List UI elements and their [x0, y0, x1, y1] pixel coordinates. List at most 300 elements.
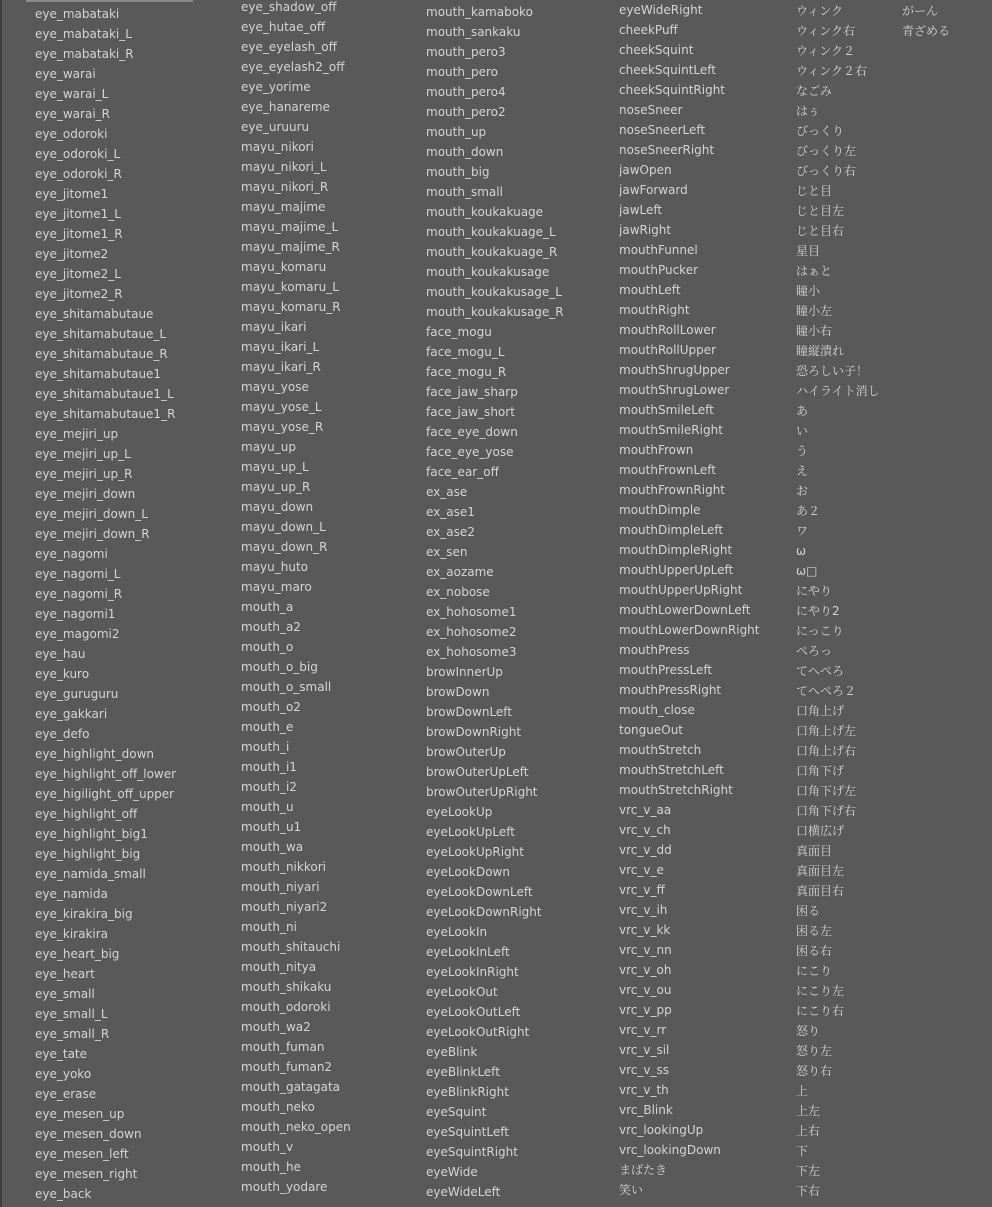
- blendshape-item[interactable]: eyeLookDownLeft: [426, 885, 533, 899]
- blendshape-item[interactable]: mouth_i2: [241, 780, 297, 794]
- blendshape-item[interactable]: 上右: [796, 1124, 821, 1138]
- blendshape-item[interactable]: eye_shitamabutaue_R: [35, 347, 168, 361]
- blendshape-item[interactable]: eye_jitome2_R: [35, 287, 123, 301]
- blendshape-item[interactable]: mouthPressRight: [619, 683, 722, 697]
- blendshape-item[interactable]: eye_highlight_big1: [35, 827, 148, 841]
- blendshape-item[interactable]: mouth_shitauchi: [241, 940, 341, 954]
- blendshape-item[interactable]: eye_yoko: [35, 1067, 92, 1081]
- blendshape-item[interactable]: ウィンク２右: [796, 64, 868, 78]
- blendshape-item[interactable]: い: [796, 424, 809, 438]
- blendshape-item[interactable]: eye_kirakira: [35, 927, 109, 941]
- blendshape-item[interactable]: cheekSquintRight: [619, 83, 726, 97]
- blendshape-item[interactable]: mouthFunnel: [619, 243, 698, 257]
- blendshape-item[interactable]: eyeSquintRight: [426, 1145, 518, 1159]
- blendshape-item[interactable]: eye_mabataki_L: [35, 27, 132, 41]
- blendshape-item[interactable]: eyeLookUpRight: [426, 845, 524, 859]
- blendshape-item[interactable]: 困る左: [796, 924, 833, 938]
- blendshape-item[interactable]: mouth_pero3: [426, 45, 506, 59]
- blendshape-item[interactable]: mouth_kamaboko: [426, 5, 533, 19]
- blendshape-item[interactable]: eyeBlink: [426, 1045, 478, 1059]
- blendshape-item[interactable]: cheekSquint: [619, 43, 694, 57]
- blendshape-item[interactable]: face_mogu_R: [426, 365, 507, 379]
- blendshape-item[interactable]: お: [796, 484, 809, 498]
- blendshape-item[interactable]: vrc_v_dd: [619, 843, 672, 857]
- blendshape-item[interactable]: mayu_up_R: [241, 480, 311, 494]
- blendshape-item[interactable]: vrc_v_pp: [619, 1003, 672, 1017]
- blendshape-item[interactable]: mayu_maro: [241, 580, 312, 594]
- blendshape-item[interactable]: eye_odoroki_R: [35, 167, 122, 181]
- blendshape-item[interactable]: eye_gakkari: [35, 707, 108, 721]
- blendshape-item[interactable]: jawForward: [619, 183, 688, 197]
- blendshape-item[interactable]: mouthFrownLeft: [619, 463, 716, 477]
- blendshape-item[interactable]: eye_highlight_off_lower: [35, 767, 177, 781]
- blendshape-item[interactable]: mayu_up_L: [241, 460, 309, 474]
- blendshape-item[interactable]: eye_jitome2: [35, 247, 109, 261]
- blendshape-item[interactable]: eye_back: [35, 1187, 92, 1201]
- blendshape-item[interactable]: 青ざめる: [902, 24, 951, 38]
- blendshape-item[interactable]: browOuterUp: [426, 745, 506, 759]
- blendshape-item[interactable]: eyeLookInLeft: [426, 945, 510, 959]
- blendshape-item[interactable]: 恐ろしい子！: [796, 364, 869, 378]
- blendshape-item[interactable]: eyeSquintLeft: [426, 1125, 509, 1139]
- blendshape-item[interactable]: mouthPress: [619, 643, 690, 657]
- blendshape-item[interactable]: eye_nagomi_L: [35, 567, 121, 581]
- blendshape-item[interactable]: てへぺろ２: [796, 684, 857, 698]
- blendshape-item[interactable]: eyeBlinkRight: [426, 1085, 509, 1099]
- blendshape-item[interactable]: mayu_komaru_L: [241, 280, 339, 294]
- blendshape-item[interactable]: 下左: [796, 1164, 821, 1178]
- blendshape-item[interactable]: mouth_big: [426, 165, 490, 179]
- blendshape-item[interactable]: eye_mesen_down: [35, 1127, 142, 1141]
- blendshape-item[interactable]: mouth_pero4: [426, 85, 506, 99]
- blendshape-item[interactable]: eye_shitamabutaue1_L: [35, 387, 174, 401]
- blendshape-item[interactable]: 怒り右: [796, 1064, 833, 1078]
- blendshape-item[interactable]: eye_mabataki: [35, 7, 120, 21]
- blendshape-item[interactable]: vrc_v_aa: [619, 803, 672, 817]
- blendshape-item[interactable]: eye_shitamabutaue1: [35, 367, 162, 381]
- blendshape-item[interactable]: 口角下げ右: [796, 804, 857, 818]
- blendshape-item[interactable]: mayu_ikari: [241, 320, 307, 334]
- blendshape-item[interactable]: mouth_koukakusage_L: [426, 285, 562, 299]
- blendshape-item[interactable]: mouthPressLeft: [619, 663, 713, 677]
- blendshape-item[interactable]: mayu_majime_R: [241, 240, 340, 254]
- blendshape-item[interactable]: mouthSmileRight: [619, 423, 723, 437]
- blendshape-item[interactable]: cheekPuff: [619, 23, 678, 37]
- blendshape-item[interactable]: てへぺろ: [796, 664, 845, 678]
- blendshape-item[interactable]: eye_mejiri_up_R: [35, 467, 133, 481]
- blendshape-item[interactable]: eye_jitome2_L: [35, 267, 121, 281]
- blendshape-item[interactable]: mouth_niyari: [241, 880, 320, 894]
- blendshape-item[interactable]: mouth_koukakusage_R: [426, 305, 564, 319]
- blendshape-item[interactable]: mouthDimple: [619, 503, 701, 517]
- blendshape-item[interactable]: mouthUpperUpLeft: [619, 563, 734, 577]
- blendshape-item[interactable]: eye_jitome1: [35, 187, 109, 201]
- blendshape-item[interactable]: mayu_nikori_L: [241, 160, 327, 174]
- blendshape-item[interactable]: ex_hohosome2: [426, 625, 517, 639]
- blendshape-item[interactable]: mayu_komaru_R: [241, 300, 341, 314]
- blendshape-item[interactable]: ω: [796, 544, 807, 558]
- blendshape-item[interactable]: mouthStretchLeft: [619, 763, 724, 777]
- blendshape-item[interactable]: じと目左: [796, 204, 845, 218]
- blendshape-item[interactable]: eye_magomi2: [35, 627, 120, 641]
- blendshape-item[interactable]: face_mogu: [426, 325, 492, 339]
- blendshape-item[interactable]: ex_ase1: [426, 505, 475, 519]
- blendshape-item[interactable]: vrc_v_th: [619, 1083, 669, 1097]
- blendshape-item[interactable]: eye_erase: [35, 1087, 97, 1101]
- blendshape-item[interactable]: browDown: [426, 685, 490, 699]
- blendshape-item[interactable]: vrc_v_ss: [619, 1063, 669, 1077]
- blendshape-item[interactable]: mouthRollUpper: [619, 343, 717, 357]
- blendshape-item[interactable]: eye_shitamabutaue_L: [35, 327, 167, 341]
- blendshape-item[interactable]: eye_small: [35, 987, 95, 1001]
- blendshape-item[interactable]: 口角上げ: [796, 704, 845, 718]
- blendshape-item[interactable]: mouth_pero: [426, 65, 498, 79]
- blendshape-item[interactable]: vrc_v_e: [619, 863, 664, 877]
- blendshape-item[interactable]: eye_shitamabutaue1_R: [35, 407, 176, 421]
- blendshape-item[interactable]: ウィンク２: [796, 44, 856, 58]
- blendshape-item[interactable]: にこり右: [796, 1004, 845, 1018]
- blendshape-item[interactable]: mouth_e: [241, 720, 294, 734]
- blendshape-item[interactable]: eye_mesen_up: [35, 1107, 125, 1121]
- blendshape-item[interactable]: 怒り: [796, 1024, 821, 1038]
- blendshape-item[interactable]: 真面目左: [796, 864, 845, 878]
- blendshape-item[interactable]: mouth_nitya: [241, 960, 317, 974]
- blendshape-item[interactable]: ex_hohosome3: [426, 645, 517, 659]
- blendshape-item[interactable]: mouth_o_big: [241, 660, 318, 674]
- blendshape-item[interactable]: eye_guruguru: [35, 687, 119, 701]
- blendshape-item[interactable]: cheekSquintLeft: [619, 63, 716, 77]
- blendshape-item[interactable]: mouth_koukakusage: [426, 265, 550, 279]
- blendshape-item[interactable]: mouth_gatagata: [241, 1080, 341, 1094]
- blendshape-item[interactable]: vrc_v_rr: [619, 1023, 667, 1037]
- blendshape-item[interactable]: mouth_pero2: [426, 105, 506, 119]
- blendshape-item[interactable]: 真面目右: [796, 884, 845, 898]
- blendshape-item[interactable]: びっくり右: [796, 164, 857, 178]
- blendshape-item[interactable]: eye_defo: [35, 727, 90, 741]
- blendshape-item[interactable]: mouth_small: [426, 185, 503, 199]
- blendshape-item[interactable]: eye_odoroki_L: [35, 147, 121, 161]
- blendshape-item[interactable]: eyeWideRight: [619, 3, 703, 17]
- blendshape-item[interactable]: mouthUpperUpRight: [619, 583, 743, 597]
- blendshape-item[interactable]: eye_jitome1_L: [35, 207, 121, 221]
- blendshape-item[interactable]: う: [796, 444, 809, 458]
- blendshape-item[interactable]: eye_heart: [35, 967, 95, 981]
- blendshape-item[interactable]: まばたき: [619, 1163, 668, 1177]
- blendshape-item[interactable]: 瞳小右: [796, 324, 833, 338]
- blendshape-item[interactable]: mayu_majime: [241, 200, 326, 214]
- blendshape-item[interactable]: eyeLookUp: [426, 805, 493, 819]
- blendshape-item[interactable]: face_mogu_L: [426, 345, 505, 359]
- blendshape-item[interactable]: じと目右: [796, 224, 845, 238]
- blendshape-item[interactable]: mouth_yodare: [241, 1180, 328, 1194]
- blendshape-item[interactable]: ぺろっ: [796, 644, 833, 658]
- blendshape-item[interactable]: mayu_komaru: [241, 260, 327, 274]
- blendshape-item[interactable]: じと目: [796, 184, 833, 198]
- blendshape-item[interactable]: 笑い: [619, 1183, 644, 1197]
- blendshape-item[interactable]: mayu_huto: [241, 560, 309, 574]
- blendshape-item[interactable]: 困る: [796, 904, 821, 918]
- blendshape-item[interactable]: mouth_o2: [241, 700, 301, 714]
- blendshape-item[interactable]: tongueOut: [619, 723, 684, 737]
- blendshape-item[interactable]: vrc_lookingUp: [619, 1123, 704, 1137]
- blendshape-item[interactable]: mouthStretchRight: [619, 783, 733, 797]
- blendshape-item[interactable]: mouth_v: [241, 1140, 294, 1154]
- blendshape-item[interactable]: 瞳小: [796, 284, 821, 298]
- blendshape-item[interactable]: eye_warai: [35, 67, 96, 81]
- blendshape-item[interactable]: vrc_v_nn: [619, 943, 672, 957]
- blendshape-item[interactable]: mouthLowerDownRight: [619, 623, 760, 637]
- blendshape-item[interactable]: 口角下げ左: [796, 784, 857, 798]
- blendshape-item[interactable]: mouth_odoroki: [241, 1000, 331, 1014]
- blendshape-item[interactable]: eye_namida_small: [35, 867, 146, 881]
- blendshape-item[interactable]: mouth_u1: [241, 820, 302, 834]
- blendshape-item[interactable]: びっくり: [796, 124, 845, 138]
- blendshape-item[interactable]: mouthFrown: [619, 443, 694, 457]
- blendshape-item[interactable]: vrc_v_ih: [619, 903, 668, 917]
- blendshape-item[interactable]: eyeLookOutRight: [426, 1025, 530, 1039]
- blendshape-item[interactable]: mouth_o: [241, 640, 294, 654]
- blendshape-item[interactable]: ex_sen: [426, 545, 468, 559]
- blendshape-item[interactable]: eye_shadow_off: [241, 0, 337, 14]
- blendshape-item[interactable]: eyeWide: [426, 1165, 478, 1179]
- blendshape-item[interactable]: mouth_wa: [241, 840, 304, 854]
- blendshape-item[interactable]: vrc_v_ff: [619, 883, 665, 897]
- blendshape-item[interactable]: eye_small_R: [35, 1027, 110, 1041]
- blendshape-item[interactable]: mouth_i: [241, 740, 290, 754]
- blendshape-item[interactable]: jawLeft: [619, 203, 663, 217]
- blendshape-item[interactable]: 真面目: [796, 844, 833, 858]
- blendshape-item[interactable]: 瞳縦潰れ: [796, 344, 845, 358]
- blendshape-item[interactable]: eyeBlinkLeft: [426, 1065, 500, 1079]
- blendshape-item[interactable]: mouth_fuman2: [241, 1060, 333, 1074]
- blendshape-item[interactable]: browDownLeft: [426, 705, 513, 719]
- blendshape-item[interactable]: にっこり: [796, 624, 844, 638]
- blendshape-item[interactable]: eye_namida: [35, 887, 108, 901]
- blendshape-item[interactable]: eye_mejiri_down: [35, 487, 136, 501]
- blendshape-item[interactable]: mouth_sankaku: [426, 25, 521, 39]
- blendshape-item[interactable]: eye_highlight_down: [35, 747, 155, 761]
- blendshape-item[interactable]: eyeWideLeft: [426, 1185, 501, 1199]
- blendshape-item[interactable]: eyeLookDown: [426, 865, 510, 879]
- blendshape-item[interactable]: にやり2: [796, 604, 840, 618]
- blendshape-item[interactable]: ex_nobose: [426, 585, 490, 599]
- blendshape-item[interactable]: mayu_ikari_R: [241, 360, 321, 374]
- blendshape-item[interactable]: 困る右: [796, 944, 833, 958]
- blendshape-item[interactable]: mouthFrownRight: [619, 483, 726, 497]
- blendshape-item[interactable]: mayu_up: [241, 440, 296, 454]
- blendshape-item[interactable]: mouthShrugUpper: [619, 363, 730, 377]
- blendshape-item[interactable]: え: [796, 464, 809, 478]
- blendshape-item[interactable]: mouth_neko_open: [241, 1120, 351, 1134]
- blendshape-item[interactable]: 下右: [796, 1184, 821, 1198]
- blendshape-item[interactable]: mouth_close: [619, 703, 695, 717]
- blendshape-item[interactable]: 上左: [796, 1104, 821, 1118]
- blendshape-item[interactable]: face_jaw_short: [426, 405, 515, 419]
- blendshape-item[interactable]: eye_mejiri_up: [35, 427, 119, 441]
- blendshape-item[interactable]: face_ear_off: [426, 465, 499, 479]
- blendshape-item[interactable]: mouth_up: [426, 125, 487, 139]
- blendshape-item[interactable]: にこり: [796, 964, 833, 978]
- blendshape-item[interactable]: mouth_ni: [241, 920, 297, 934]
- blendshape-item[interactable]: eye_mejiri_up_L: [35, 447, 131, 461]
- blendshape-item[interactable]: eye_mejiri_down_L: [35, 507, 148, 521]
- blendshape-item[interactable]: mayu_yose_R: [241, 420, 324, 434]
- blendshape-item[interactable]: vrc_v_ou: [619, 983, 672, 997]
- blendshape-item[interactable]: eye_mesen_left: [35, 1147, 129, 1161]
- blendshape-item[interactable]: eye_nagomi: [35, 547, 108, 561]
- blendshape-item[interactable]: ex_aozame: [426, 565, 494, 579]
- blendshape-item[interactable]: noseSneerLeft: [619, 123, 706, 137]
- blendshape-item[interactable]: browOuterUpLeft: [426, 765, 529, 779]
- blendshape-item[interactable]: mouthRollLower: [619, 323, 716, 337]
- blendshape-item[interactable]: eye_warai_R: [35, 107, 110, 121]
- blendshape-item[interactable]: 口横広げ: [796, 824, 845, 838]
- blendshape-item[interactable]: mouth_koukakuage_L: [426, 225, 556, 239]
- blendshape-item[interactable]: mouth_koukakuage_R: [426, 245, 558, 259]
- blendshape-item[interactable]: noseSneerRight: [619, 143, 715, 157]
- blendshape-item[interactable]: vrc_v_kk: [619, 923, 671, 937]
- blendshape-item[interactable]: browInnerUp: [426, 665, 503, 679]
- blendshape-item[interactable]: eye_higilight_off_upper: [35, 787, 175, 801]
- blendshape-item[interactable]: mouth_down: [426, 145, 504, 159]
- blendshape-item[interactable]: browDownRight: [426, 725, 522, 739]
- blendshape-item[interactable]: jawRight: [619, 223, 672, 237]
- blendshape-item[interactable]: ウィンク右: [796, 24, 856, 38]
- blendshape-item[interactable]: eye_jitome1_R: [35, 227, 123, 241]
- blendshape-item[interactable]: mouthStretch: [619, 743, 702, 757]
- blendshape-item[interactable]: ウィンク: [796, 4, 844, 18]
- blendshape-item[interactable]: ex_ase: [426, 485, 468, 499]
- blendshape-item[interactable]: face_eye_down: [426, 425, 518, 439]
- blendshape-item[interactable]: 星目: [796, 244, 821, 258]
- blendshape-item[interactable]: mouthShrugLower: [619, 383, 730, 397]
- blendshape-item[interactable]: vrc_Blink: [619, 1103, 673, 1117]
- blendshape-item[interactable]: mouth_niyari2: [241, 900, 328, 914]
- blendshape-item[interactable]: 口角下げ: [796, 764, 845, 778]
- blendshape-item[interactable]: eyeLookIn: [426, 925, 488, 939]
- blendshape-item[interactable]: mouthPucker: [619, 263, 699, 277]
- blendshape-item[interactable]: mouthDimpleRight: [619, 543, 733, 557]
- blendshape-item[interactable]: mayu_majime_L: [241, 220, 339, 234]
- blendshape-item[interactable]: eyeLookDownRight: [426, 905, 542, 919]
- blendshape-item[interactable]: eye_mabataki_R: [35, 47, 134, 61]
- blendshape-item[interactable]: mayu_down_L: [241, 520, 326, 534]
- blendshape-item[interactable]: はぅ: [796, 104, 821, 118]
- blendshape-item[interactable]: vrc_v_oh: [619, 963, 672, 977]
- blendshape-item[interactable]: vrc_v_sil: [619, 1043, 670, 1057]
- blendshape-item[interactable]: mouth_shikaku: [241, 980, 332, 994]
- blendshape-item[interactable]: mayu_nikori: [241, 140, 314, 154]
- blendshape-item[interactable]: びっくり左: [796, 144, 857, 158]
- blendshape-item[interactable]: eye_mesen_right: [35, 1167, 138, 1181]
- blendshape-item[interactable]: mouth_a: [241, 600, 294, 614]
- blendshape-item[interactable]: ハイライト消し: [796, 384, 880, 398]
- blendshape-item[interactable]: jawOpen: [619, 163, 672, 177]
- blendshape-item[interactable]: eye_nagomi1: [35, 607, 116, 621]
- blendshape-item[interactable]: mouth_wa2: [241, 1020, 311, 1034]
- blendshape-item[interactable]: 口角上げ左: [796, 724, 857, 738]
- blendshape-item[interactable]: eye_eyelash_off: [241, 40, 337, 54]
- blendshape-item[interactable]: eye_yorime: [241, 80, 311, 94]
- blendshape-item[interactable]: ex_hohosome1: [426, 605, 517, 619]
- blendshape-item[interactable]: mouthRight: [619, 303, 690, 317]
- blendshape-item[interactable]: 上: [796, 1084, 809, 1098]
- blendshape-item[interactable]: face_eye_yose: [426, 445, 514, 459]
- blendshape-item[interactable]: eyeLookUpLeft: [426, 825, 515, 839]
- blendshape-item[interactable]: 瞳小左: [796, 304, 833, 318]
- blendshape-item[interactable]: はぁと: [796, 264, 833, 278]
- blendshape-item[interactable]: あ２: [796, 504, 821, 518]
- blendshape-item[interactable]: mouth_i1: [241, 760, 297, 774]
- blendshape-item[interactable]: eyeLookInRight: [426, 965, 519, 979]
- blendshape-item[interactable]: eyeLookOutLeft: [426, 1005, 521, 1019]
- blendshape-item[interactable]: mouthLeft: [619, 283, 681, 297]
- blendshape-item[interactable]: vrc_lookingDown: [619, 1143, 721, 1157]
- blendshape-item[interactable]: eye_hau: [35, 647, 86, 661]
- blendshape-item[interactable]: mouthDimpleLeft: [619, 523, 724, 537]
- blendshape-item[interactable]: eye_nagomi_R: [35, 587, 123, 601]
- blendshape-item[interactable]: eye_kirakira_big: [35, 907, 133, 921]
- blendshape-item[interactable]: 口角上げ右: [796, 744, 857, 758]
- blendshape-item[interactable]: 怒り左: [796, 1044, 833, 1058]
- blendshape-item[interactable]: eye_warai_L: [35, 87, 109, 101]
- blendshape-item[interactable]: mouth_koukakuage: [426, 205, 544, 219]
- blendshape-item[interactable]: ω□: [796, 564, 818, 578]
- blendshape-item[interactable]: eye_mejiri_down_R: [35, 527, 150, 541]
- blendshape-item[interactable]: eye_small_L: [35, 1007, 108, 1021]
- blendshape-item[interactable]: eye_eyelash2_off: [241, 60, 345, 74]
- blendshape-item[interactable]: mayu_yose_L: [241, 400, 322, 414]
- blendshape-item[interactable]: mayu_ikari_L: [241, 340, 320, 354]
- blendshape-item[interactable]: ex_ase2: [426, 525, 475, 539]
- blendshape-item[interactable]: mouth_he: [241, 1160, 301, 1174]
- blendshape-item[interactable]: eye_hanareme: [241, 100, 330, 114]
- blendshape-item[interactable]: mouthLowerDownLeft: [619, 603, 751, 617]
- blendshape-item[interactable]: 下: [796, 1144, 809, 1158]
- blendshape-item[interactable]: mouth_neko: [241, 1100, 315, 1114]
- blendshape-item[interactable]: mayu_nikori_R: [241, 180, 329, 194]
- blendshape-item[interactable]: eye_heart_big: [35, 947, 120, 961]
- blendshape-item[interactable]: face_jaw_sharp: [426, 385, 518, 399]
- blendshape-item[interactable]: eye_shitamabutaue: [35, 307, 154, 321]
- blendshape-item[interactable]: mouth_u: [241, 800, 294, 814]
- blendshape-item[interactable]: eyeLookOut: [426, 985, 498, 999]
- blendshape-item[interactable]: eyeSquint: [426, 1105, 487, 1119]
- blendshape-item[interactable]: mouth_o_small: [241, 680, 332, 694]
- blendshape-item[interactable]: eye_uruuru: [241, 120, 310, 134]
- blendshape-item[interactable]: mouth_a2: [241, 620, 301, 634]
- blendshape-item[interactable]: にやり: [796, 584, 833, 598]
- blendshape-item[interactable]: eye_odoroki: [35, 127, 108, 141]
- blendshape-item[interactable]: noseSneer: [619, 103, 683, 117]
- blendshape-item[interactable]: mayu_down: [241, 500, 314, 514]
- blendshape-item[interactable]: vrc_v_ch: [619, 823, 671, 837]
- blendshape-item[interactable]: がーん: [902, 4, 939, 18]
- blendshape-item[interactable]: mayu_yose: [241, 380, 309, 394]
- blendshape-item[interactable]: ワ: [796, 524, 809, 538]
- blendshape-item[interactable]: mouth_fuman: [241, 1040, 325, 1054]
- blendshape-item[interactable]: あ: [796, 404, 809, 418]
- blendshape-item[interactable]: なごみ: [796, 84, 833, 98]
- blendshape-item[interactable]: にこり左: [796, 984, 845, 998]
- blendshape-item[interactable]: mayu_down_R: [241, 540, 328, 554]
- blendshape-item[interactable]: mouthSmileLeft: [619, 403, 714, 417]
- blendshape-item[interactable]: eye_highlight_big: [35, 847, 141, 861]
- blendshape-item[interactable]: browOuterUpRight: [426, 785, 538, 799]
- blendshape-item[interactable]: eye_highlight_off: [35, 807, 138, 821]
- blendshape-item[interactable]: eye_kuro: [35, 667, 90, 681]
- blendshape-item[interactable]: eye_tate: [35, 1047, 88, 1061]
